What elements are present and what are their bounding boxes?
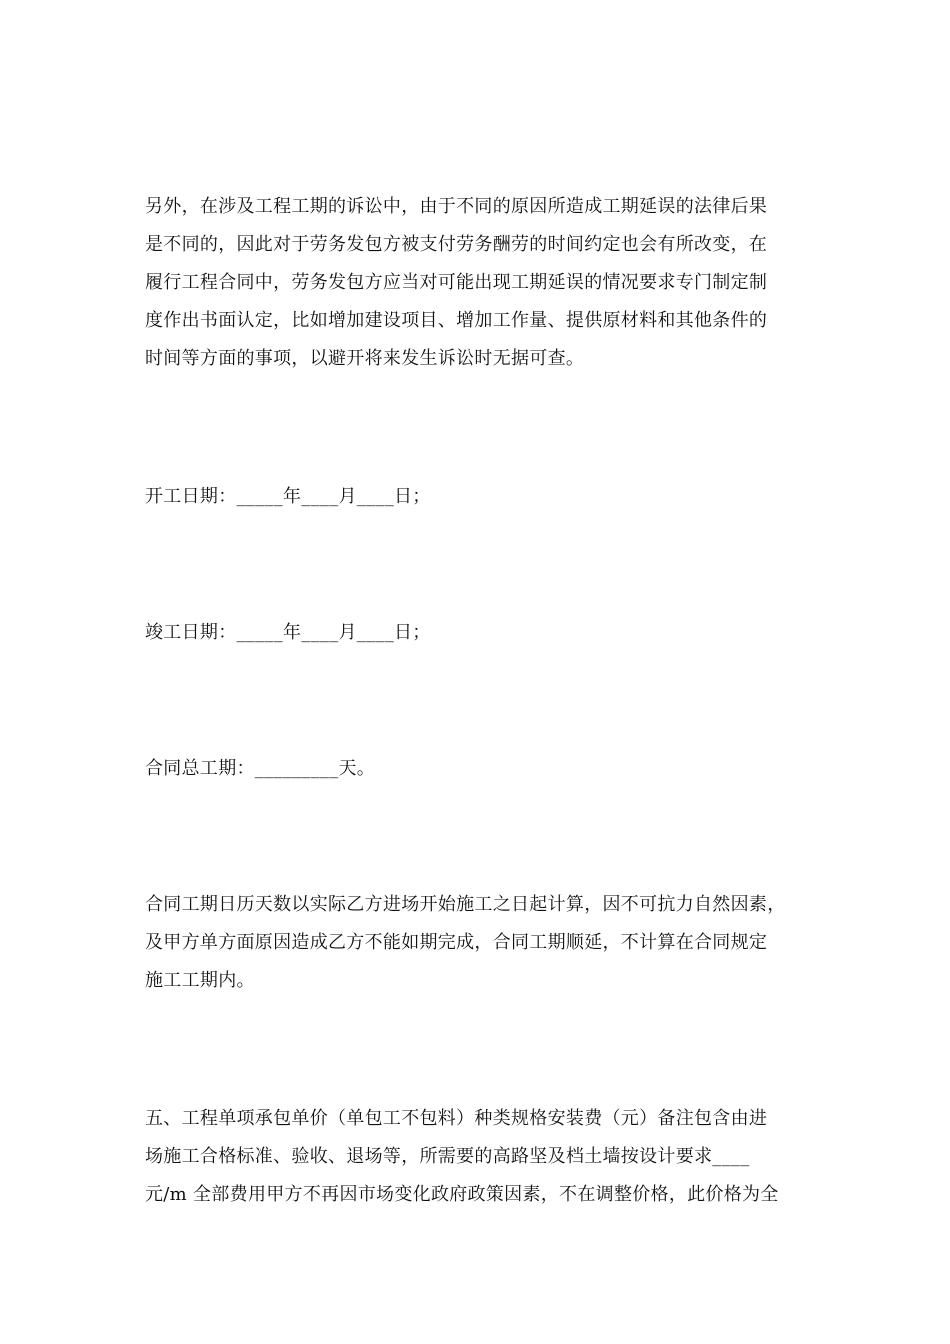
completion-date-line xyxy=(145,614,810,652)
text-line: 合同工期日历天数以实际乙方进场开始施工之日起计算，因不可抗力自然因素， xyxy=(145,894,786,915)
text-line: 场施工合格标准、验收、退场等，所需要的高路坚及档土墙按设计要求____ xyxy=(145,1146,750,1167)
text-line: 及甲方单方面原因造成乙方不能如期完成，合同工期顺延，不计算在合同规定 xyxy=(145,932,768,953)
paragraph-construction-delay xyxy=(145,188,810,378)
total-period-text: 合同总工期：_________天。 xyxy=(145,758,376,779)
text-line: 时间等方面的事项，以避开将来发生诉讼时无据可查。 xyxy=(145,348,585,369)
paragraph-unit-price xyxy=(145,1100,810,1214)
text-line: 履行工程合同中，劳务发包方应当对可能出现工期延误的情况要求专门制定制 xyxy=(145,272,768,293)
text-line: 五、工程单项承包单价（单包工不包料）种类规格安装费（元）备注包含由进 xyxy=(145,1108,768,1129)
text-line: 度作出书面认定，比如增加建设项目、增加工作量、提供原材料和其他条件的 xyxy=(145,310,768,331)
text-line: 施工工期内。 xyxy=(145,970,255,991)
text-line: 元/m 全部费用甲方不再因市场变化政府政策因素，不在调整价格，此价格为全 xyxy=(145,1184,779,1205)
paragraph-calendar-days xyxy=(145,886,810,1000)
total-period-line xyxy=(145,750,810,788)
text-line: 是不同的，因此对于劳务发包方被支付劳务酬劳的时间约定也会有所改变，在 xyxy=(145,234,768,255)
text-line: 另外，在涉及工程工期的诉讼中，由于不同的原因所造成工期延误的法律后果 xyxy=(145,196,768,217)
start-date-text: 开工日期：_____年____月____日； xyxy=(145,486,431,507)
completion-date-text: 竣工日期：_____年____月____日； xyxy=(145,622,431,643)
start-date-line xyxy=(145,478,810,516)
